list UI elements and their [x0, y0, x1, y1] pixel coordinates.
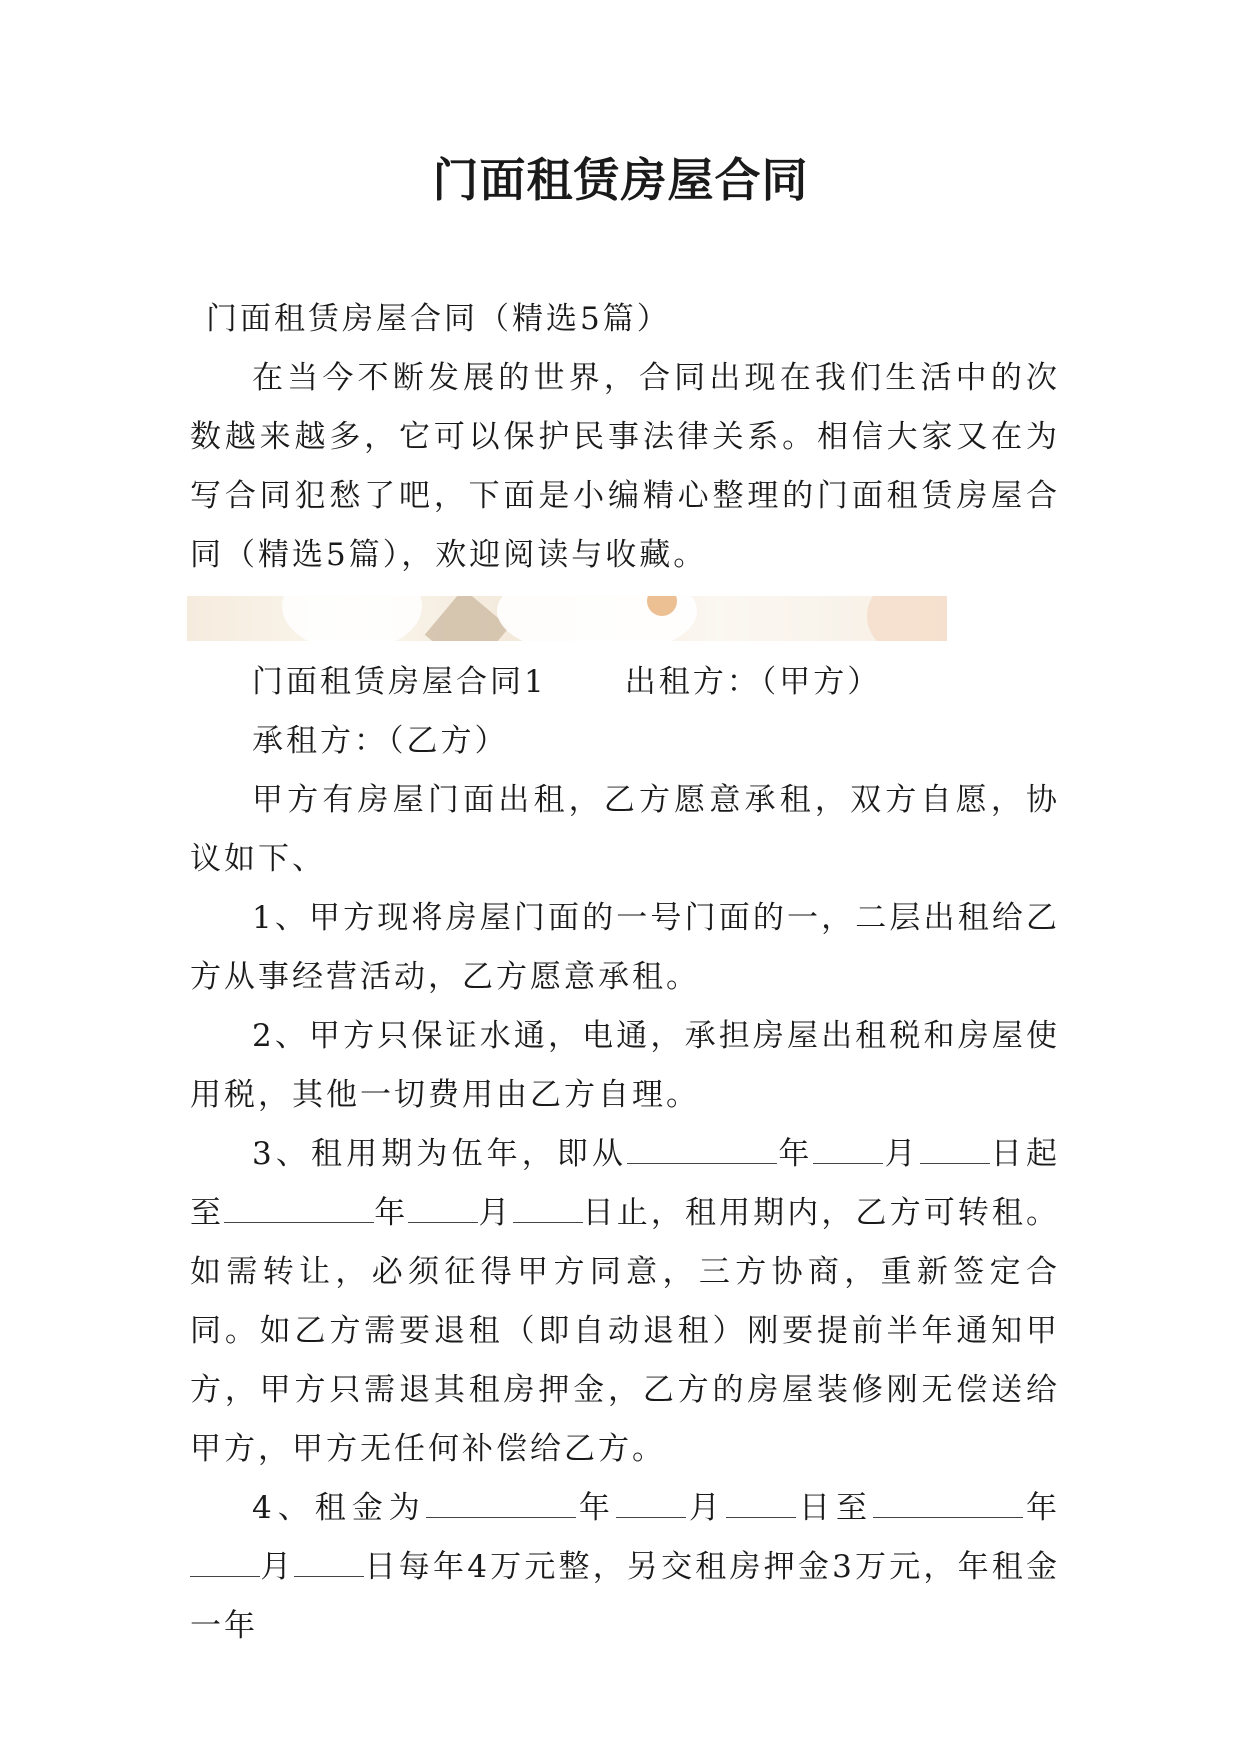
- blank-field: [616, 1487, 686, 1518]
- clause-4: 4、租金为 年 月 日至 年月 日每年4万元整，另交租房押金3万元，年租金一年: [190, 1479, 1060, 1656]
- lessor-label: 出租方：（甲方）: [624, 664, 882, 700]
- agreement-paragraph: 甲方有房屋门面出租，乙方愿意承租，双方自愿，协议如下、: [190, 782, 1060, 877]
- blank-field: [408, 1192, 478, 1223]
- intro-paragraph: 在当今不断发展的世界，合同出现在我们生活中的次数越来越多，它可以保护民事法律关系。相信大家又在为写合同犯愁了吧，下面是小编精心整理的门面租赁房屋合同（精选5篇），欢迎阅读与收藏。: [190, 360, 1060, 573]
- clause-2: 2、甲方只保证水通，电通，承担房屋出租税和房屋使用税，其他一切费用由乙方自理。: [190, 1018, 1060, 1113]
- blank-field: [426, 1487, 576, 1518]
- blank-field: [513, 1192, 583, 1223]
- blank-field: [224, 1192, 374, 1223]
- document-title: 门面租赁房屋合同: [432, 153, 809, 207]
- blank-field: [813, 1133, 883, 1164]
- blank-field: [873, 1487, 1023, 1518]
- clause-3: 3、租用期为伍年，即从 年 月 日起至 年 月 日止，租用期内，乙方可转租。如需转让，必须征得甲方同意，三方协商，重新签定合同。如乙方需要退租（即自动退租）刚要提前半年通知甲方，甲方只需退其租房押金，乙方的房屋装修刚无偿送给甲方，甲方无任何补偿给乙方。: [190, 1125, 1060, 1479]
- lessee-label: 承租方：（乙方）: [252, 723, 509, 759]
- blank-field: [294, 1546, 364, 1577]
- clause-1: 1、甲方现将房屋门面的一号门面的一，二层出租给乙方从事经营活动，乙方愿意承租。: [190, 900, 1060, 995]
- blank-field: [726, 1487, 796, 1518]
- blank-field: [627, 1133, 777, 1164]
- document-body: [190, 290, 1060, 1656]
- section-1-heading: 门面租赁房屋合同1: [252, 664, 547, 700]
- decorative-banner-image: [187, 596, 947, 641]
- blank-field: [920, 1133, 990, 1164]
- section-1-heading-line: [190, 653, 1060, 712]
- blank-field: [190, 1546, 260, 1577]
- document-subtitle: 门面租赁房屋合同（精选5篇）: [206, 301, 671, 337]
